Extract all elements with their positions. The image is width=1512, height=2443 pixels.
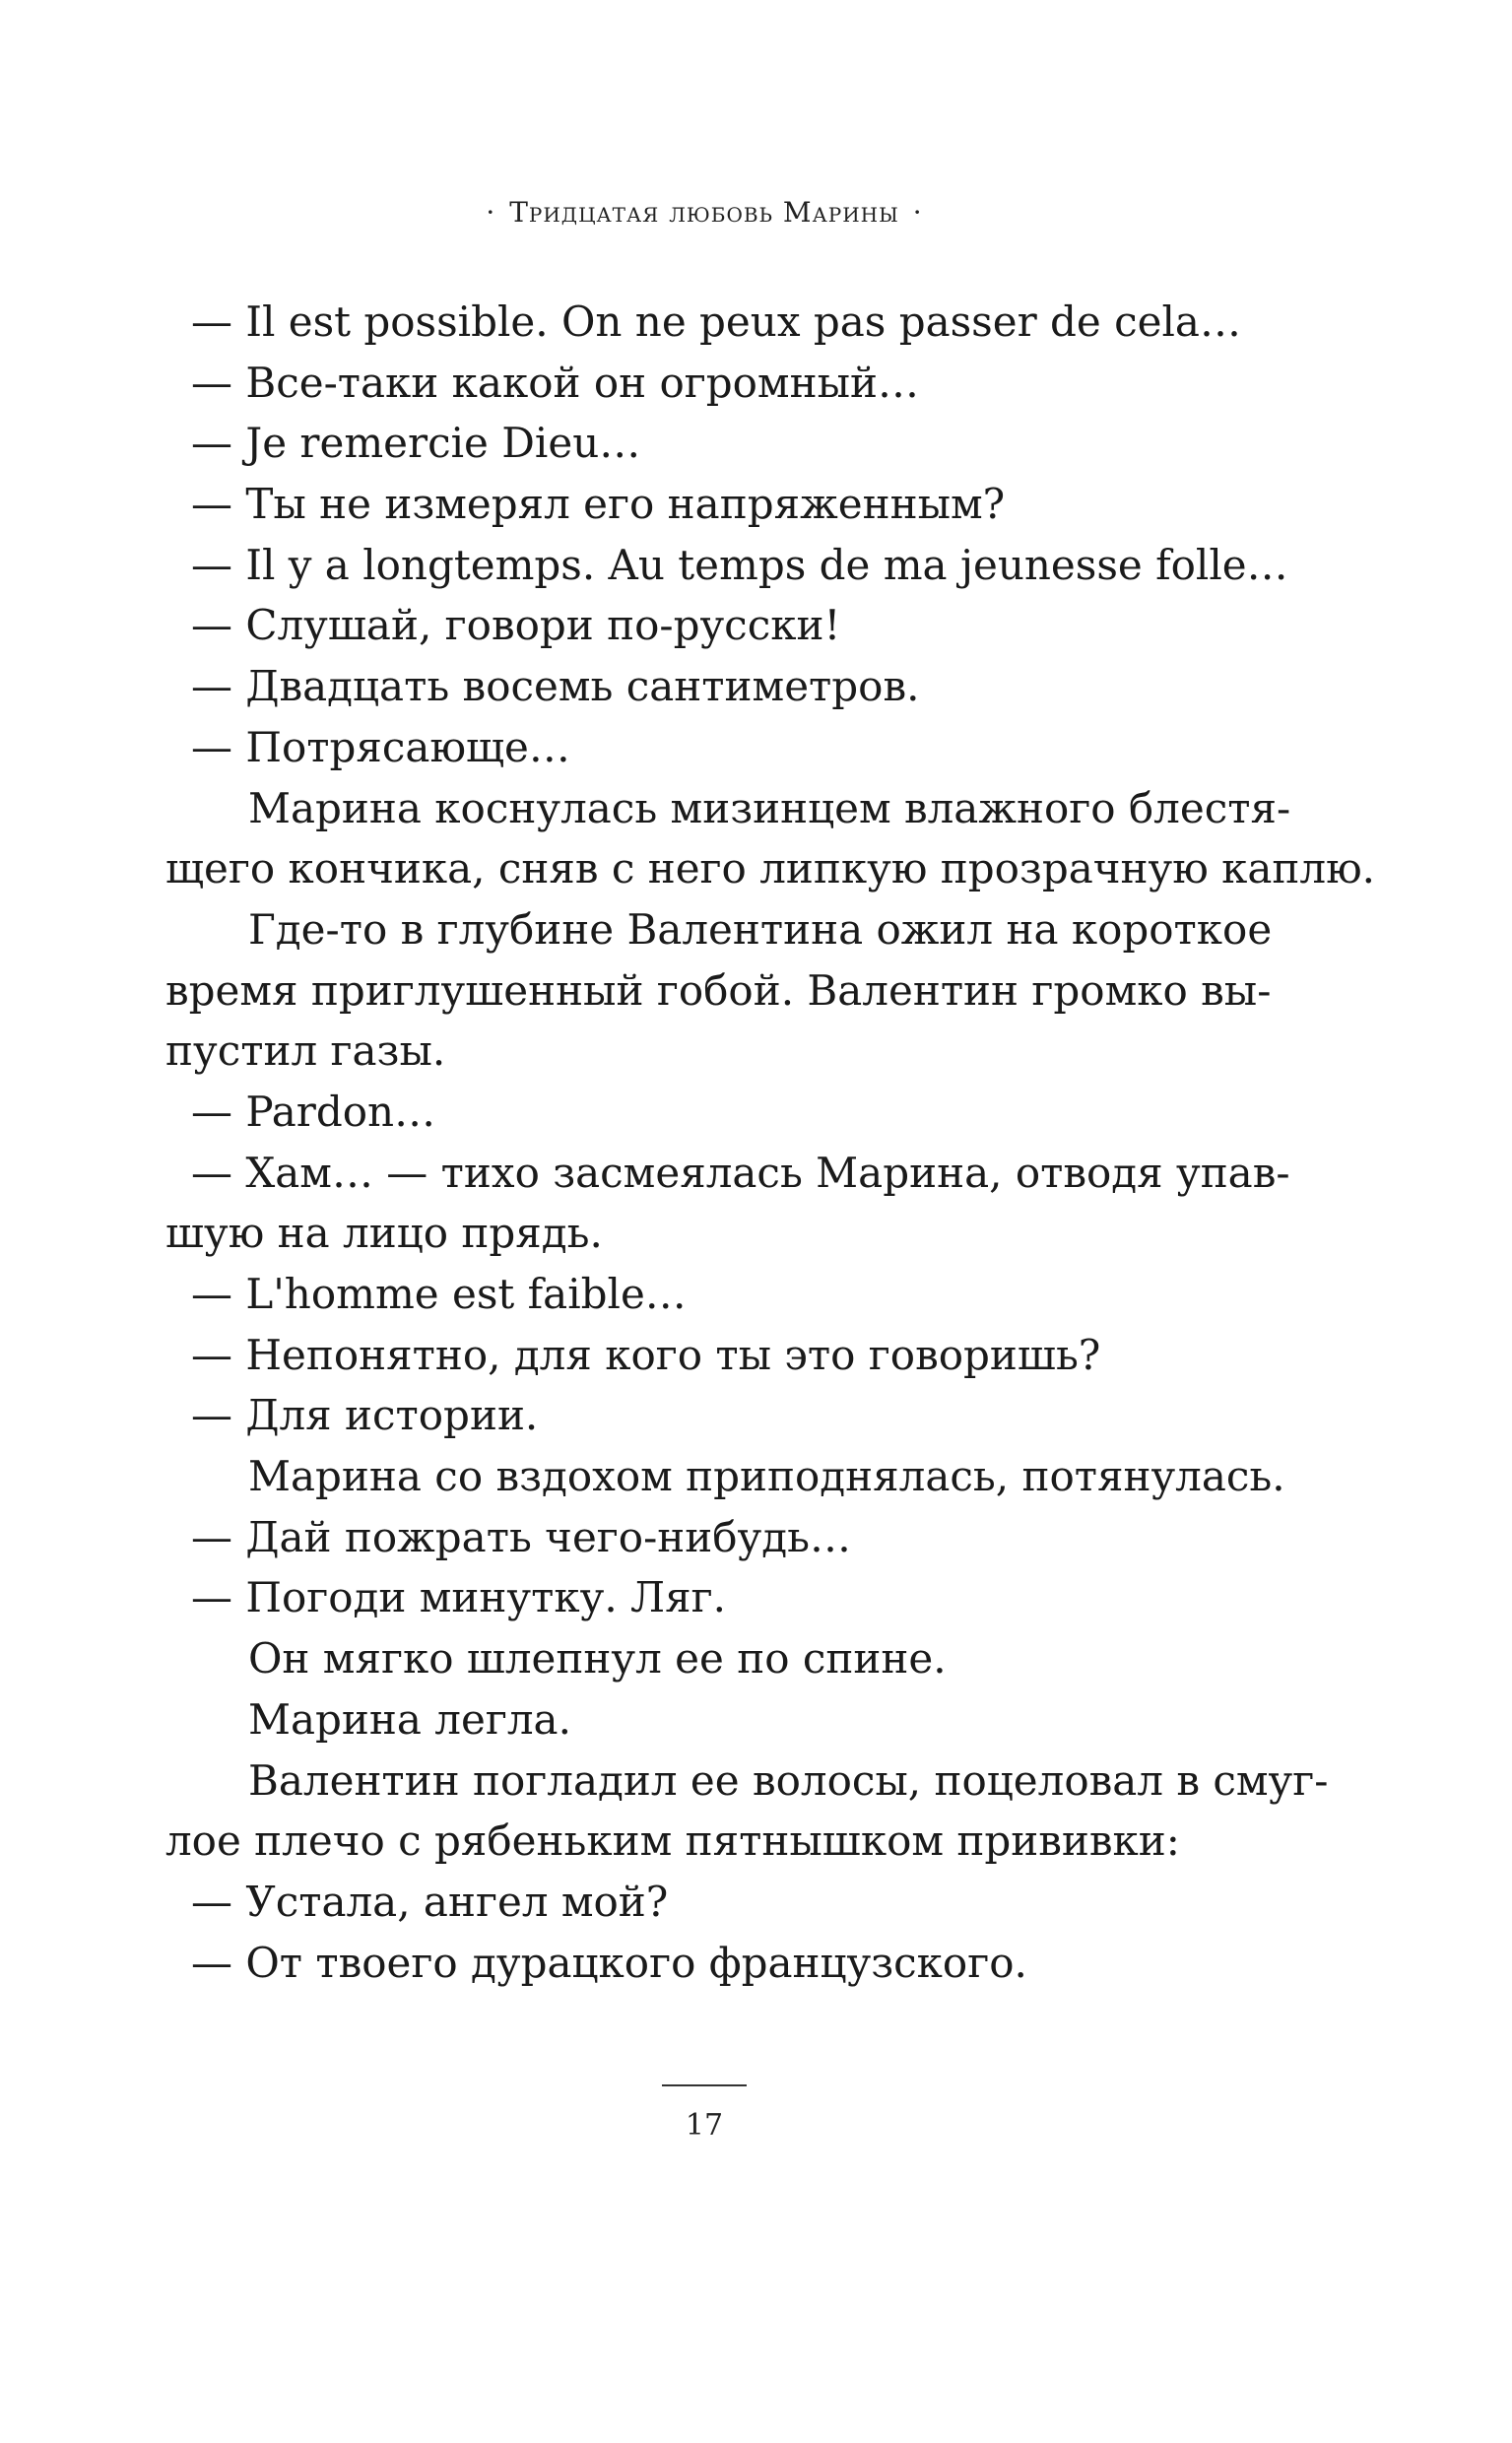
text-line: — Непонятно, для кого ты это говоришь? bbox=[191, 1330, 1101, 1379]
running-head bbox=[0, 193, 1409, 232]
text-line: лое плечо с рябеньким пятнышком прививки: bbox=[165, 1816, 1180, 1866]
text-line: Валентин погладил ее волосы, поцеловал в смуг- bbox=[248, 1755, 1329, 1805]
text-line: — Все-таки какой он огромный… bbox=[191, 358, 919, 407]
text-line: — Il y a longtemps. Au temps de ma jeunesse folle… bbox=[191, 540, 1288, 589]
text-line: — Потрясающе… bbox=[191, 722, 570, 771]
text-line: щего кончика, сняв с него липкую прозрачную каплю. bbox=[165, 844, 1376, 893]
text-line: Где-то в глубине Валентина ожил на короткое bbox=[248, 904, 1273, 954]
text-line: шую на лицо прядь. bbox=[165, 1209, 603, 1258]
ornament-left: · bbox=[486, 196, 496, 229]
text-line: Марина коснулась мизинцем влажного блестя- bbox=[248, 783, 1291, 832]
body-text bbox=[165, 292, 1376, 1993]
text-line: — Pardon… bbox=[191, 1087, 436, 1136]
text-line: время приглушенный гобой. Валентин громко вы- bbox=[165, 965, 1272, 1015]
text-line: Он мягко шлепнул ее по спине. bbox=[248, 1634, 947, 1684]
text-line: — Погоди минутку. Ляг. bbox=[191, 1573, 726, 1622]
page-number-rule bbox=[662, 2084, 747, 2086]
text-line: пустил газы. bbox=[165, 1026, 446, 1076]
text-line: — L'homme est faible… bbox=[191, 1270, 687, 1318]
page-number: 17 bbox=[685, 2108, 724, 2143]
text-line: Марина со вздохом приподнялась, потянулась. bbox=[248, 1452, 1285, 1501]
text-line: — Двадцать восемь сантиметров. bbox=[191, 662, 920, 711]
text-line: Марина легла. bbox=[248, 1694, 571, 1744]
text-line: — Ты не измерял его напряженным? bbox=[191, 480, 1006, 529]
text-line: — Для истории. bbox=[191, 1391, 539, 1440]
text-line: — Il est possible. On ne peux pas passer de cela… bbox=[191, 297, 1241, 346]
text-line: — Слушай, говори по-русски! bbox=[191, 601, 841, 650]
running-title: Тридцатая любовь Марины bbox=[509, 196, 899, 229]
ornament-right: · bbox=[912, 196, 923, 229]
text-line: — От твоего дурацкого французского. bbox=[191, 1938, 1027, 1987]
text-line: — Устала, ангел мой? bbox=[191, 1877, 669, 1926]
text-line: — Je remercie Dieu… bbox=[191, 419, 641, 468]
text-line: — Дай пожрать чего-нибудь… bbox=[191, 1512, 851, 1561]
text-line: — Хам… — тихо засмеялась Марина, отводя упав- bbox=[191, 1148, 1290, 1197]
